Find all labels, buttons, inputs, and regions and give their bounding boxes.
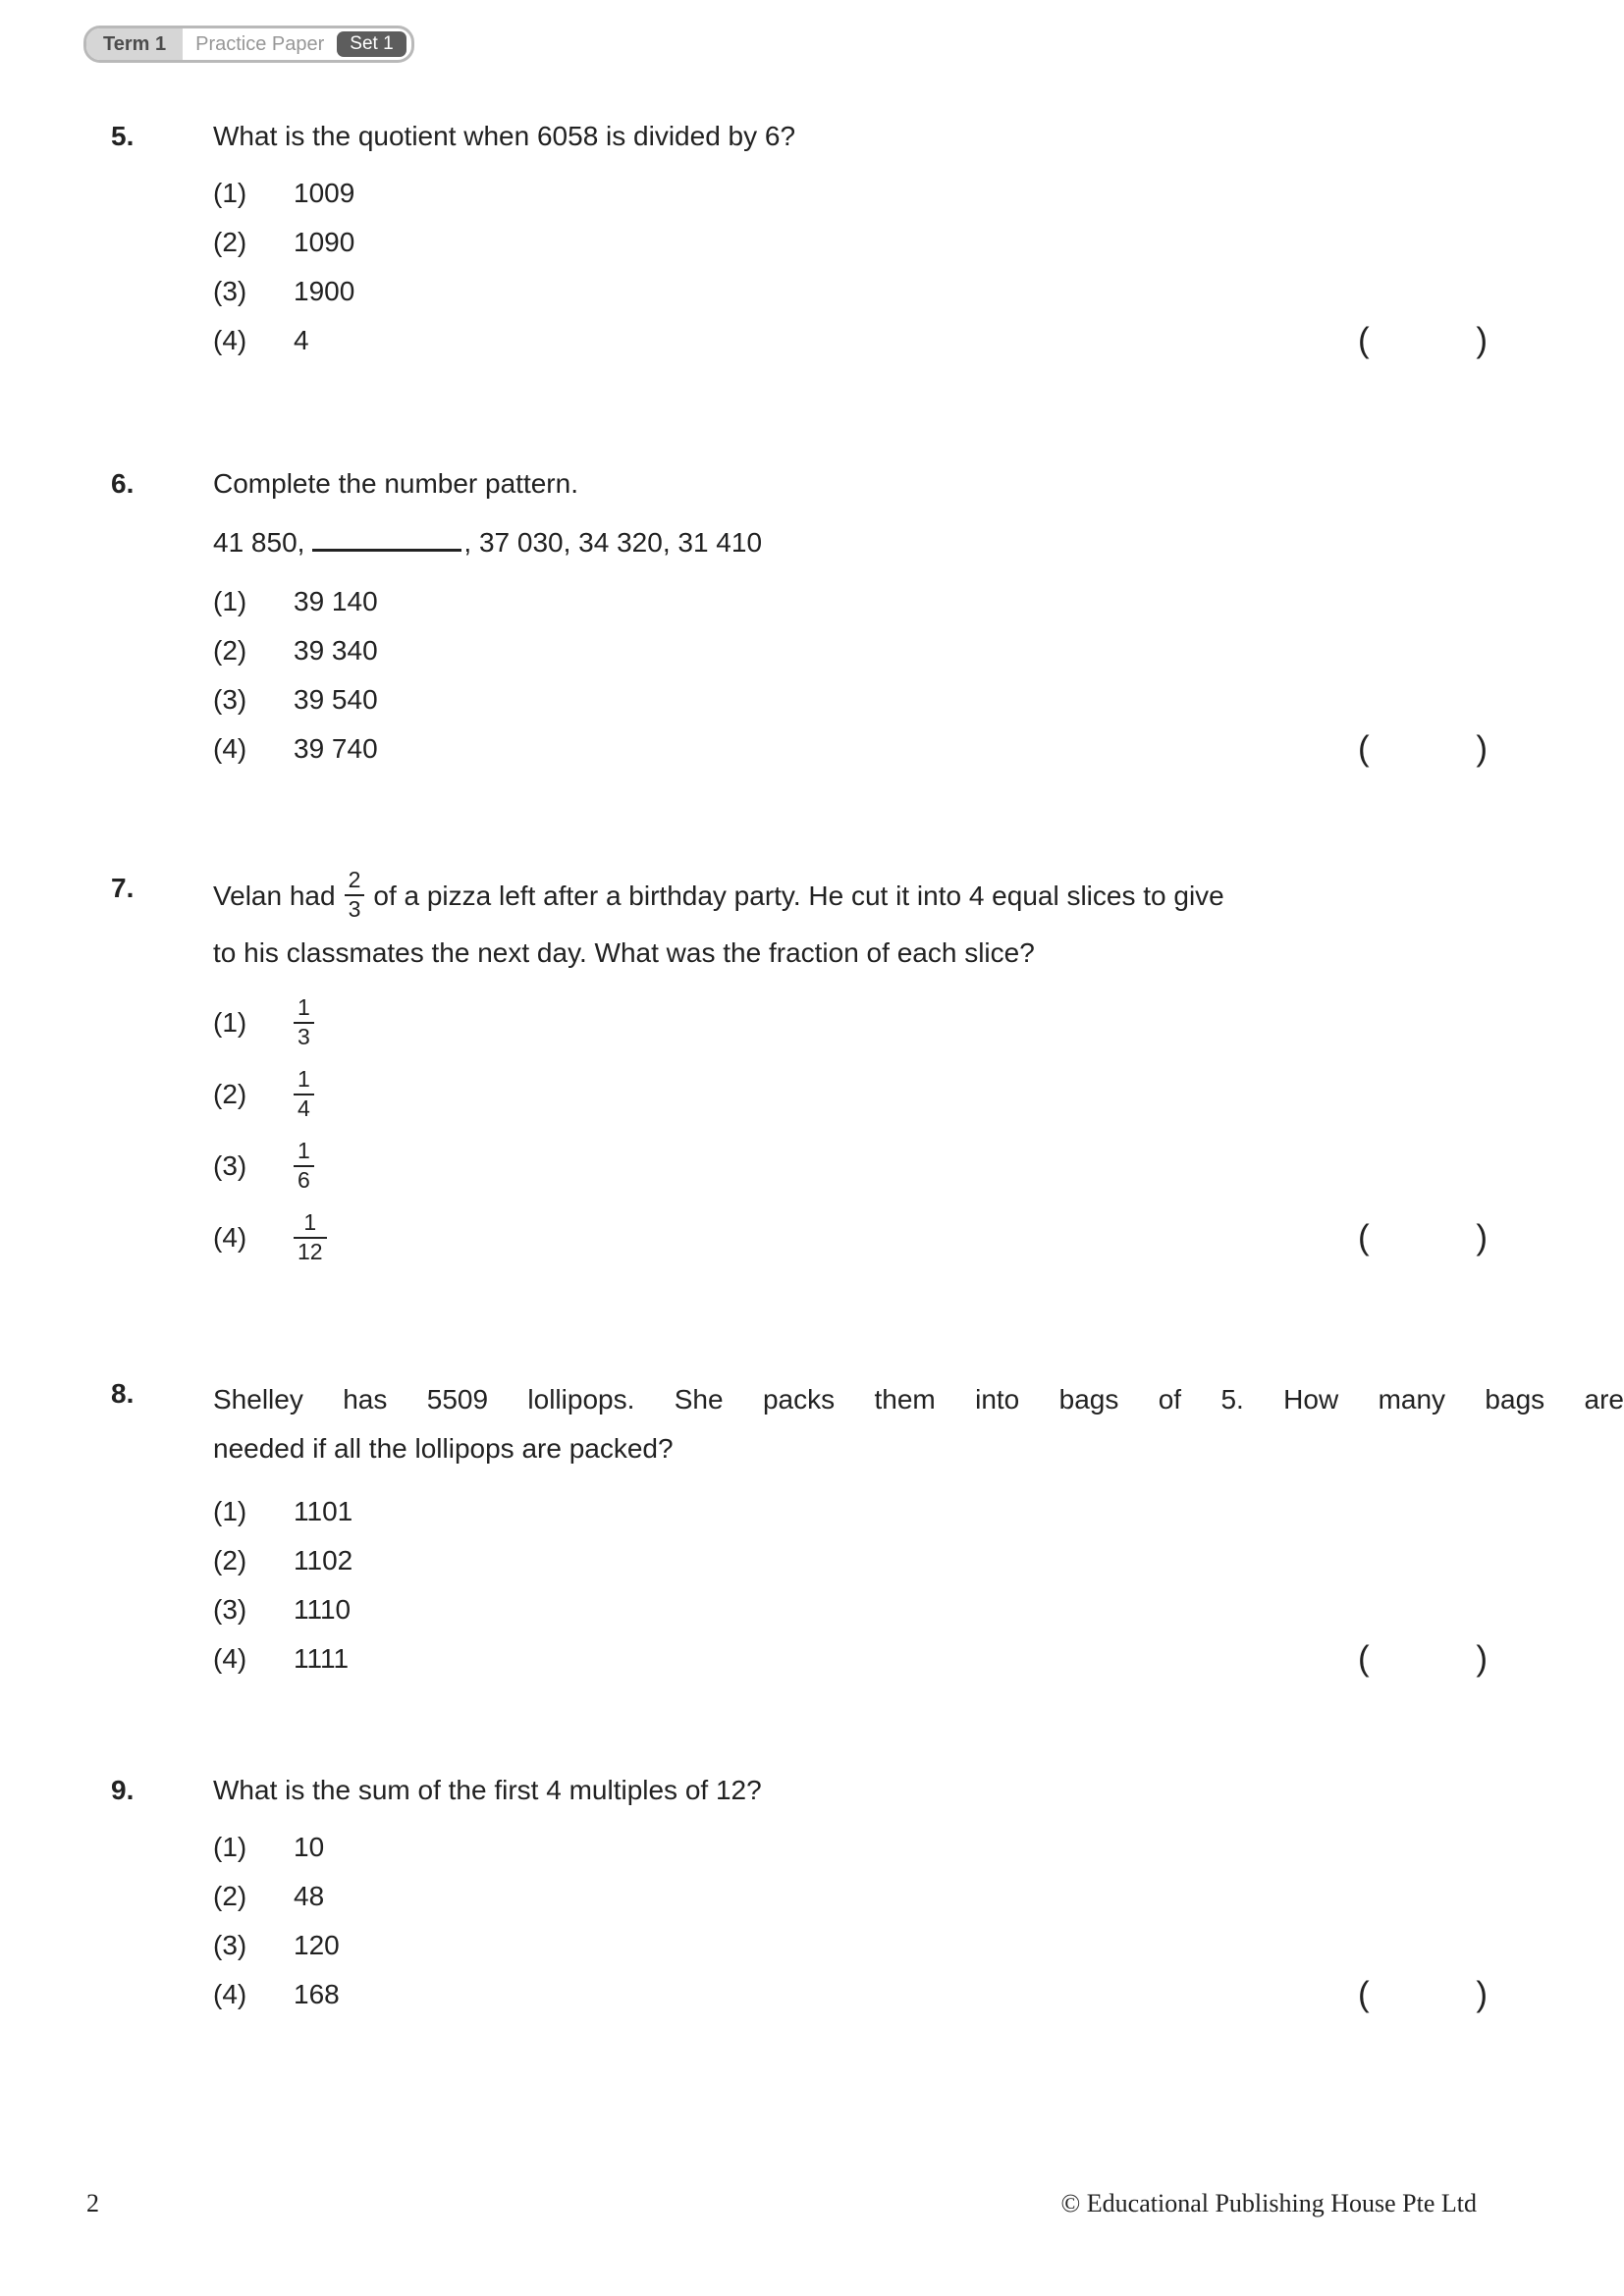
answer-bracket-close: ) xyxy=(1476,729,1488,768)
option-row xyxy=(213,1921,1624,1970)
answer-write-area xyxy=(1358,1639,1488,1679)
answer-write-area xyxy=(1358,729,1488,769)
option-value: 48 xyxy=(294,1880,325,1911)
option-value: 39 740 xyxy=(294,733,378,764)
question-text-line1: Shelley has 5509 lollipops. She packs them into bags of 5. How many bags are xyxy=(213,1383,1624,1415)
option-row xyxy=(213,1585,1624,1634)
question-8 xyxy=(111,1375,1624,1683)
question-number: 6. xyxy=(111,468,135,499)
question-text-line2: to his classmates the next day. What was the fraction of each slice? xyxy=(213,936,1035,968)
option-value: 1101 xyxy=(294,1495,353,1526)
options-list xyxy=(213,169,1624,365)
question-text: Complete the number pattern. xyxy=(213,468,578,499)
options-list xyxy=(213,577,1624,774)
header-badge xyxy=(83,26,414,63)
paper-type-label: Practice Paper xyxy=(183,28,337,60)
option-row xyxy=(213,267,1624,316)
option-label: (4) xyxy=(213,1978,247,2009)
option-row xyxy=(213,675,1624,724)
question-text: Velan had xyxy=(213,881,336,912)
number-pattern xyxy=(213,522,1624,563)
option-label: (4) xyxy=(213,733,247,764)
answer-bracket-open: ( xyxy=(1358,1638,1370,1678)
option-value: 120 xyxy=(294,1929,340,1960)
answer-bracket-open: ( xyxy=(1358,1974,1370,2013)
option-label: (2) xyxy=(213,1880,247,1911)
option-value: 1102 xyxy=(294,1544,353,1575)
answer-bracket-close: ) xyxy=(1476,1638,1488,1678)
question-7 xyxy=(111,867,1624,1274)
fraction-denominator: 12 xyxy=(294,1237,327,1266)
option-label: (2) xyxy=(213,1079,247,1109)
question-5 xyxy=(111,118,1624,365)
page-footer xyxy=(86,2189,1477,2218)
option-label: (1) xyxy=(213,1495,247,1526)
option-value: 39 540 xyxy=(294,684,378,715)
option-row xyxy=(213,577,1624,626)
option-value: 1111 xyxy=(294,1642,350,1674)
option-fraction xyxy=(294,1066,314,1123)
question-number: 5. xyxy=(111,121,135,151)
pattern-after: , 37 030, 34 320, 31 410 xyxy=(463,527,763,558)
answer-write-area xyxy=(1358,1975,1488,2014)
copyright-notice: © Educational Publishing House Pte Ltd xyxy=(1060,2189,1477,2217)
option-label: (4) xyxy=(213,1642,247,1674)
option-label: (2) xyxy=(213,227,247,257)
question-text: What is the sum of the first 4 multiples of 12? xyxy=(213,1774,762,1805)
fraction-numerator: 1 xyxy=(298,1066,310,1093)
option-label: (3) xyxy=(213,276,247,306)
option-row xyxy=(213,1059,1624,1131)
term-label: Term 1 xyxy=(86,28,183,60)
option-value: 1900 xyxy=(294,276,355,306)
option-row xyxy=(213,1487,1624,1536)
fraction-denominator: 6 xyxy=(294,1165,314,1195)
answer-bracket-open: ( xyxy=(1358,321,1370,359)
option-label: (2) xyxy=(213,1544,247,1575)
option-value: 1110 xyxy=(294,1593,352,1625)
option-row xyxy=(213,1202,1624,1274)
pattern-before: 41 850, xyxy=(213,527,305,558)
fraction-numerator: 1 xyxy=(303,1209,317,1236)
fraction-numerator: 1 xyxy=(298,1138,310,1164)
option-value: 4 xyxy=(294,325,309,355)
fraction-denominator: 4 xyxy=(294,1094,314,1123)
option-row xyxy=(213,1634,1624,1683)
option-row xyxy=(213,1131,1624,1202)
page-number: 2 xyxy=(86,2189,99,2217)
option-value: 1009 xyxy=(294,178,355,208)
question-number: 7. xyxy=(111,873,135,903)
option-label: (2) xyxy=(213,635,247,666)
fraction-denominator: 3 xyxy=(294,1022,314,1051)
answer-bracket-open: ( xyxy=(1358,729,1370,768)
option-label: (1) xyxy=(213,178,247,208)
option-value: 168 xyxy=(294,1978,340,2009)
answer-bracket-open: ( xyxy=(1358,1218,1370,1256)
option-row xyxy=(213,724,1624,774)
answer-write-area xyxy=(1358,321,1488,360)
option-row xyxy=(213,1823,1624,1872)
fraction-numerator: 1 xyxy=(298,994,310,1021)
option-row xyxy=(213,316,1624,365)
option-label: (3) xyxy=(213,684,247,715)
answer-write-area xyxy=(1358,1218,1488,1257)
question-text: What is the quotient when 6058 is divided by 6? xyxy=(213,121,796,151)
option-row xyxy=(213,1872,1624,1921)
answer-bracket-close: ) xyxy=(1476,1974,1488,2013)
question-text: of a pizza left after a birthday party. He cut it into 4 equal slices to give xyxy=(373,881,1224,912)
option-row xyxy=(213,1970,1624,2019)
fraction-denominator: 3 xyxy=(345,894,365,924)
option-fraction xyxy=(294,1138,314,1195)
question-6 xyxy=(111,465,1624,774)
question-9 xyxy=(111,1772,1624,2019)
option-label: (4) xyxy=(213,325,247,355)
question-number: 8. xyxy=(111,1377,135,1409)
answer-bracket-close: ) xyxy=(1476,321,1488,359)
option-value: 39 140 xyxy=(294,586,378,616)
option-label: (3) xyxy=(213,1929,247,1960)
option-value: 1090 xyxy=(294,227,355,257)
option-row xyxy=(213,218,1624,267)
fraction-two-thirds xyxy=(345,867,365,924)
option-label: (3) xyxy=(213,1150,247,1181)
question-text-line2: needed if all the lollipops are packed? xyxy=(213,1432,674,1464)
option-value: 39 340 xyxy=(294,635,378,666)
set-badge: Set 1 xyxy=(337,31,406,57)
pattern-blank xyxy=(312,549,461,552)
question-text-line1 xyxy=(213,867,1624,927)
option-label: (4) xyxy=(213,1222,247,1253)
options-list xyxy=(213,988,1624,1274)
option-fraction xyxy=(294,994,314,1051)
options-list xyxy=(213,1823,1624,2019)
questions-area xyxy=(111,118,1624,2019)
question-number: 9. xyxy=(111,1774,135,1805)
option-label: (1) xyxy=(213,586,247,616)
option-fraction xyxy=(294,1209,327,1266)
option-label: (1) xyxy=(213,1831,247,1862)
option-row xyxy=(213,626,1624,675)
option-value: 10 xyxy=(294,1831,325,1862)
options-list xyxy=(213,1487,1624,1683)
fraction-numerator: 2 xyxy=(348,867,361,892)
option-row xyxy=(213,169,1624,218)
option-row xyxy=(213,1536,1624,1585)
option-label: (1) xyxy=(213,1007,247,1038)
option-row xyxy=(213,988,1624,1059)
answer-bracket-close: ) xyxy=(1476,1218,1488,1256)
option-label: (3) xyxy=(213,1593,247,1625)
